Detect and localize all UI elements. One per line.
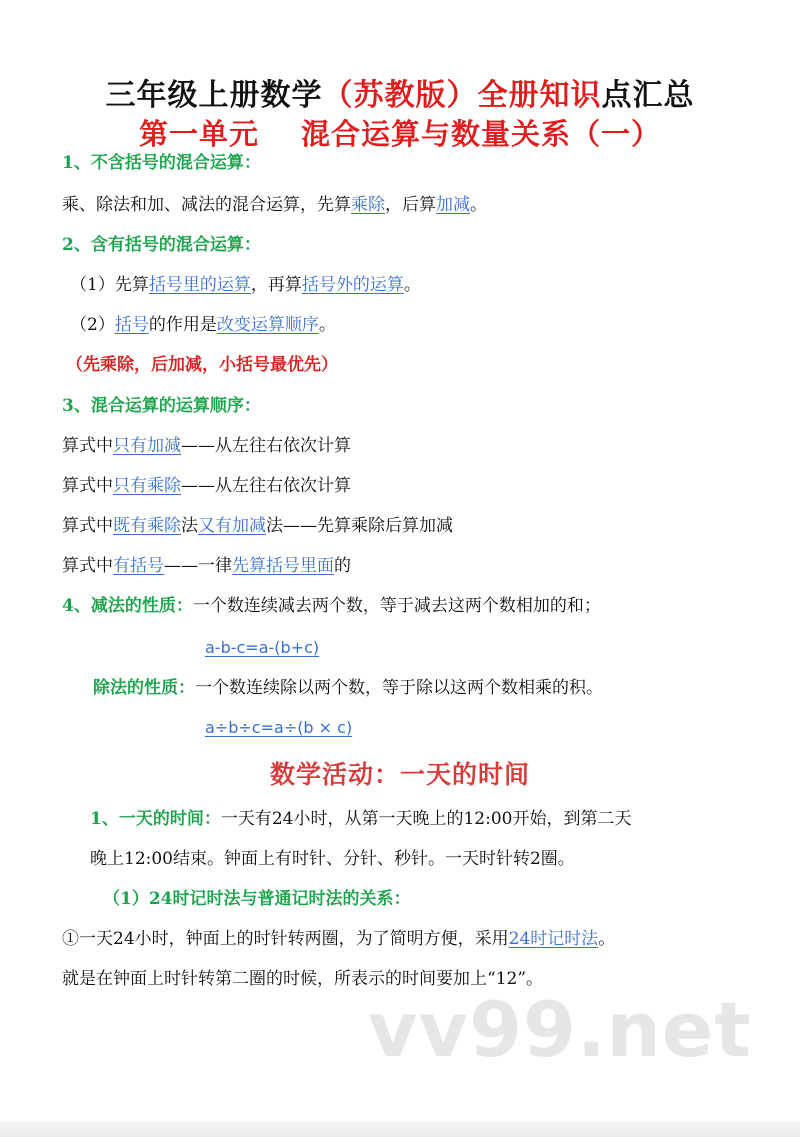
- order-rule-1: [62, 434, 351, 458]
- keyword-add-subtract: 加减: [436, 195, 470, 215]
- rule-text: 法: [181, 516, 198, 536]
- keyword-has-add-subtract: 又有加减: [198, 516, 266, 536]
- division-property-heading: 除法的性质：: [93, 678, 195, 698]
- page-bottom-edge: [0, 1121, 800, 1137]
- section-2-heading: 2、含有括号的混合运算：: [62, 235, 261, 255]
- unit-label: 第一单元: [138, 117, 259, 151]
- keyword-change-order: 改变运算顺序: [216, 315, 319, 335]
- activity-line-2: 晚上12:00结束。钟面上有时针、分针、秒针。一天时针转2圈。: [90, 849, 575, 869]
- point-text: （2）: [70, 315, 115, 335]
- rule-text: 乘、除法和加、减法的混合运算，先算: [62, 195, 351, 215]
- point-text: 。: [318, 315, 336, 335]
- keyword-outside-brackets: 括号外的运算: [301, 275, 404, 295]
- rule-text: 算式中: [62, 556, 113, 576]
- rule-text: ——从左往右依次计算: [181, 436, 351, 456]
- section-2-note: （先乘除，后加减，小括号最优先）: [66, 355, 338, 375]
- title-part-edition: （苏教版）全册知识: [322, 78, 602, 113]
- section-2-point-1: [70, 273, 421, 297]
- section-3-heading: 3、混合运算的运算顺序：: [62, 396, 261, 416]
- rule-text: ，后算: [385, 195, 436, 215]
- activity-heading: 1、一天的时间：: [90, 809, 221, 829]
- title-part-grade: 三年级上册数学: [105, 78, 323, 113]
- division-property: [93, 676, 603, 700]
- rule-text: 算式中: [62, 476, 113, 496]
- keyword-has-multiply-divide: 既有乘除: [113, 516, 181, 536]
- activity-line-1: [90, 807, 631, 831]
- rule-text: ——一律: [164, 556, 232, 576]
- section-1-heading: 1、不含括号的混合运算：: [62, 153, 261, 173]
- subtraction-property: [62, 594, 601, 618]
- title-part-summary: 点汇总: [601, 78, 695, 113]
- activity-subheading: （1）24时记时法与普通记时法的关系：: [103, 889, 411, 909]
- keyword-brackets: 括号: [114, 315, 149, 335]
- rule-text: 。: [470, 195, 487, 215]
- keyword-24-hour-system: 24时记时法: [508, 929, 599, 949]
- keyword-only-add-subtract: 只有加减: [113, 436, 181, 456]
- section-2-point-2: [70, 313, 336, 337]
- section-1-rule: [62, 193, 487, 217]
- order-rule-2: [62, 474, 351, 498]
- rule-text: 算式中: [62, 516, 113, 536]
- point-text: 。: [403, 275, 421, 295]
- subtraction-property-text: 一个数连续减去两个数，等于减去这两个数相加的和；: [192, 596, 601, 616]
- rule-text: ——从左往右依次计算: [181, 476, 351, 496]
- keyword-only-multiply-divide: 只有乘除: [113, 476, 181, 496]
- rule-text: 算式中: [62, 436, 113, 456]
- rule-text: 法——先算乘除后算加减: [266, 516, 453, 536]
- document-title: [0, 70, 800, 114]
- division-formula: a÷b÷c=a÷(b × c): [205, 718, 353, 737]
- clock-rule-1: [62, 927, 615, 951]
- clock-text: ①一天24小时，钟面上的时针转两圈，为了简明方便，采用: [62, 929, 509, 949]
- subtraction-formula: a-b-c=a-(b+c): [205, 638, 320, 657]
- point-text: （1）先算: [70, 275, 149, 295]
- clock-rule-2: 就是在钟面上时针转第二圈的时候，所表示的时间要加上“12”。: [62, 969, 544, 989]
- keyword-has-brackets: 有括号: [113, 556, 164, 576]
- division-property-text: 一个数连续除以两个数，等于除以这两个数相乘的积。: [195, 678, 603, 698]
- keyword-brackets-first: 先算括号里面: [232, 556, 334, 576]
- keyword-inside-brackets: 括号里的运算: [148, 275, 251, 295]
- order-rule-4: [62, 554, 351, 578]
- point-text: 的作用是: [148, 315, 217, 335]
- order-rule-3: [62, 514, 453, 538]
- rule-text: 的: [334, 556, 351, 576]
- point-text: ，再算: [250, 275, 302, 295]
- clock-text: 。: [598, 929, 616, 949]
- keyword-multiply-divide: 乘除: [351, 195, 385, 215]
- watermark: vv99.net: [368, 985, 752, 1074]
- unit-name: 混合运算与数量关系（一）: [301, 117, 662, 151]
- activity-text: 一天有24小时，从第一天晚上的12:00开始，到第二天: [220, 809, 632, 829]
- activity-title: 数学活动：一天的时间: [269, 760, 530, 789]
- subtraction-property-heading: 4、减法的性质：: [62, 596, 193, 616]
- unit-title: [0, 112, 800, 153]
